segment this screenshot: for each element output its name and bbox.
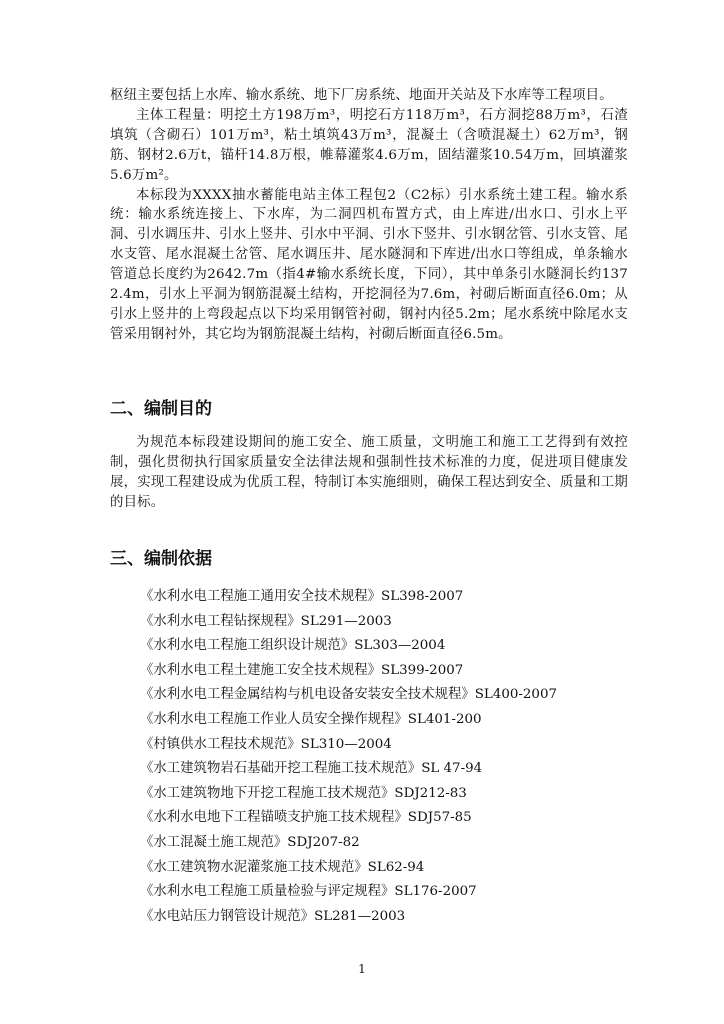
reference-item: 《水电站压力钢管设计规范》SL281—2003 — [140, 908, 406, 924]
reference-item: 《水工建筑物水泥灌浆施工技术规范》SL62-94 — [140, 859, 425, 875]
reference-item: 《村镇供水工程技术规范》SL310—2004 — [140, 736, 392, 752]
reference-item: 《水利水电工程金属结构与机电设备安装安全技术规程》SL400-2007 — [140, 687, 557, 703]
reference-item: 《水工建筑物岩石基础开挖工程施工技术规范》SL 47-94 — [140, 761, 483, 777]
reference-item: 《水利水电工程施工组织设计规范》SL303—2004 — [140, 638, 446, 654]
reference-item: 《水利水电工程钻探规程》SL291—2003 — [140, 613, 392, 629]
reference-item: 《水工建筑物地下开挖工程施工技术规范》SDJ212-83 — [140, 785, 467, 801]
reference-item: 《水利水电工程土建施工安全技术规程》SL399-2007 — [140, 662, 464, 678]
reference-list — [140, 585, 557, 929]
reference-item: 《水利水电工程施工质量检验与评定规程》SL176-2007 — [140, 884, 477, 900]
intro-paragraph: 枢纽主要包括上水库、输水系统、地下厂房系统、地面开关站及下水库等工程项目。 — [110, 88, 613, 103]
scope-paragraph: 本标段为XXXX抽水蓄能电站主体工程包2（C2标）引水系统土建工程。输水系统：输水系统连接上、下水库，为二洞四机布置方式，由上库进/出水口、引水上平洞、引水调压井、引水上竖井、引水中平洞、引水下竖井、引水钢岔管、引水支管、尾水支管、尾水混凝土岔管、尾水调压井、尾水隧洞和下库进/出水口等组成，单条输水管道总长度约为2642.7m（指4#输水系统长度，下同），其中单条引水隧洞长约1372.4m，引水上平洞为钢筋混凝土结构，开挖洞径为7.6m，衬砌后断面直径6.0m；从引水上竖井的上弯段起点以下均采用钢管衬砌，钢衬内径5.2m；尾水系统中除尾水支管采用钢衬外，其它均为钢筋混凝土结构，衬砌后断面直径6.5m。 — [110, 187, 628, 342]
section-heading-basis: 三、编制依据 — [110, 549, 212, 569]
section-heading-purpose: 二、编制目的 — [110, 399, 212, 419]
reference-item: 《水利水电工程施工作业人员安全操作规程》SL401-200 — [140, 711, 482, 727]
reference-item: 《水工混凝土施工规范》SDJ207-82 — [140, 834, 360, 850]
intro-section — [110, 86, 628, 345]
reference-item: 《水利水电地下工程锚喷支护施工技术规程》SDJ57-85 — [140, 810, 472, 826]
reference-item: 《水利水电工程施工通用安全技术规程》SL398-2007 — [140, 589, 464, 604]
quantities-paragraph: 主体工程量：明挖土方198万m³，明挖石方118万m³，石方洞挖88万m³，石渣填筑（含砌石）101万m³，粘土填筑43万m³，混凝土（含喷混凝土）62万m³，钢筋、钢材2.6万t，锚杆14.8万根，帷幕灌浆4.6万m，固结灌浆10.54万m，回填灌浆5.6万m²。 — [110, 107, 628, 183]
purpose-section — [110, 433, 628, 513]
page-number: 1 — [358, 962, 366, 976]
purpose-paragraph: 为规范本标段建设期间的施工安全、施工质量，文明施工和施工工艺得到有效控制，强化贯彻执行国家质量安全法律法规和强制性技术标准的力度，促进项目健康发展，实现工程建设成为优质工程，特制订本实施细则，确保工程达到安全、质量和工期的目标。 — [110, 435, 628, 510]
